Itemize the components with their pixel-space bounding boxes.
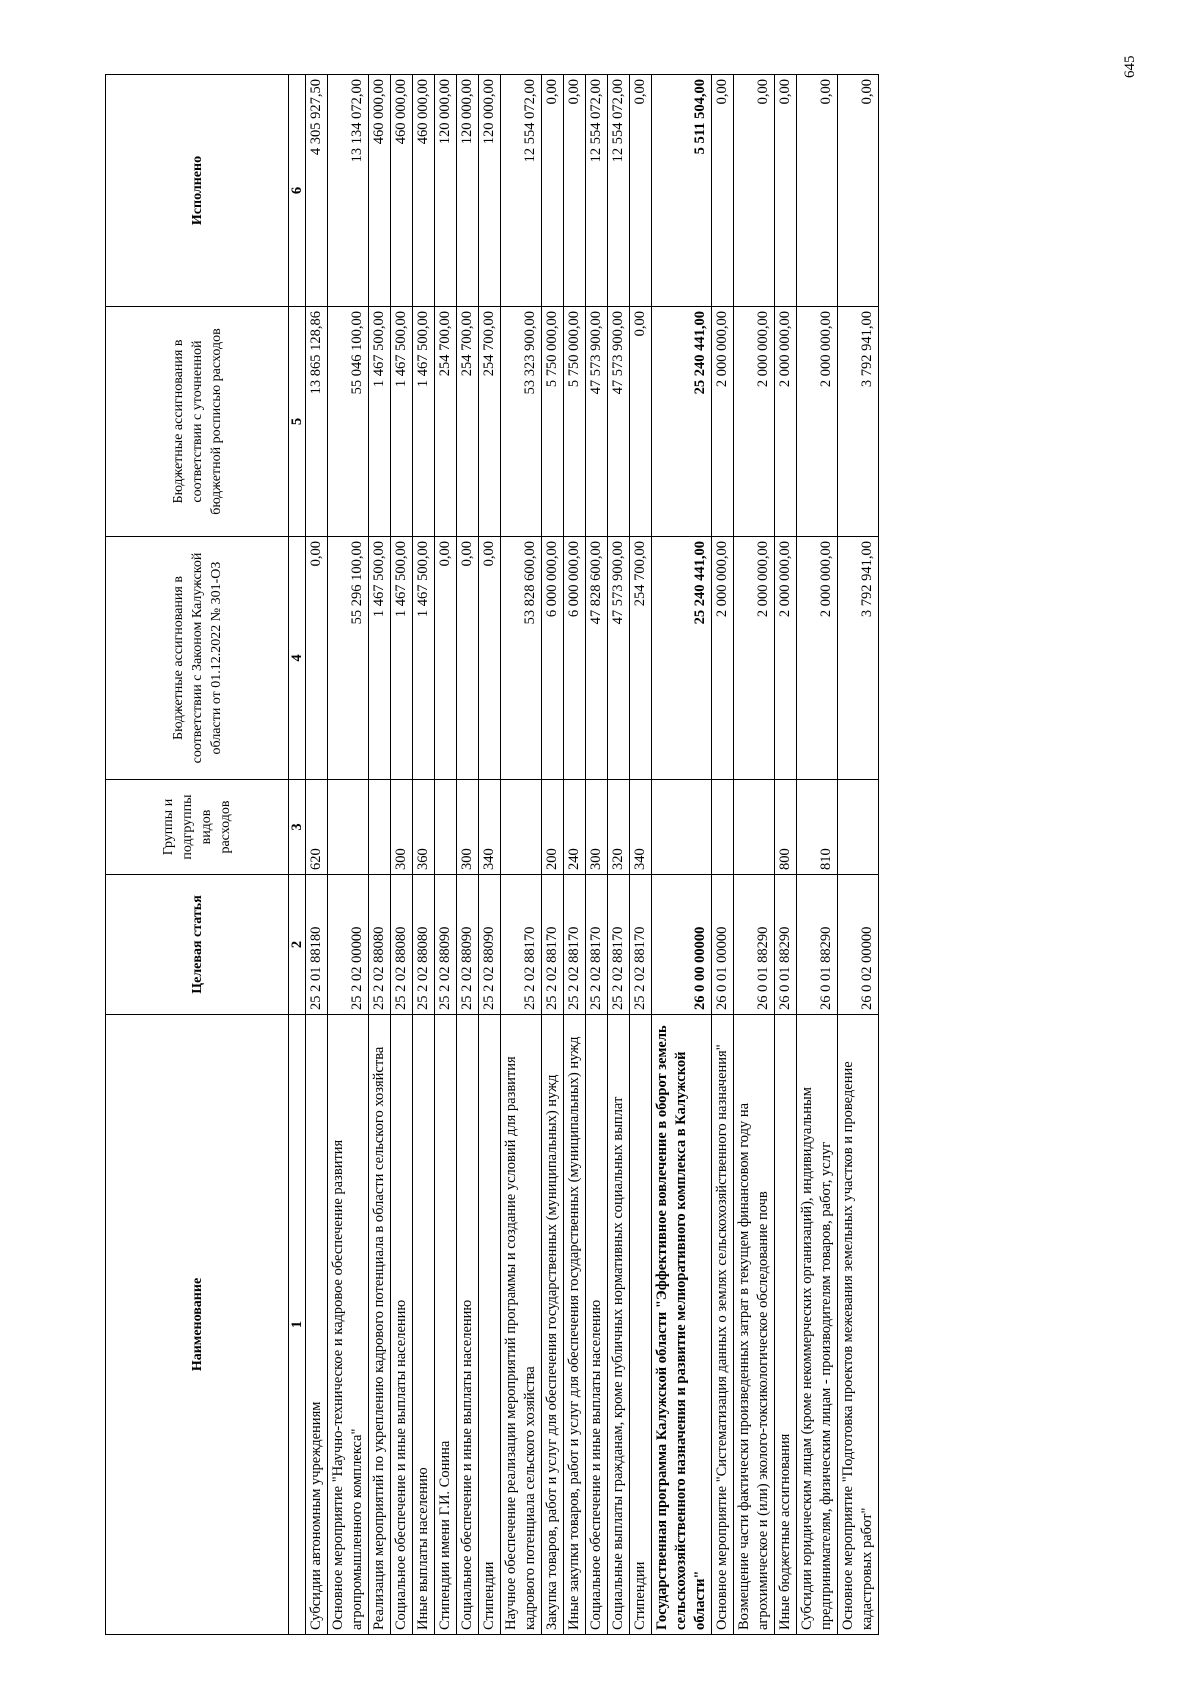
row-target-code-cell: 25 2 02 88080 [369, 875, 391, 1015]
row-group-code-cell [435, 780, 457, 875]
row-name-cell: Основное мероприятие "Научно-техническое и кадровое обеспечение развития агропромышленного комплекса" [328, 1015, 369, 1635]
row-group-code-cell [501, 780, 542, 875]
row-executed-amount-cell: 460 000,00 [413, 75, 435, 307]
row-refined-amount-cell: 47 573 900,00 [608, 307, 630, 537]
row-law-amount-cell: 0,00 [479, 537, 501, 780]
row-name-cell: Закупка товаров, работ и услуг для обеспечения государственных (муниципальных) нужд [542, 1015, 564, 1635]
row-name-cell: Иные закупки товаров, работ и услуг для обеспечения государственных (муниципальных) нужд [564, 1015, 586, 1635]
table-row [501, 75, 542, 1635]
row-executed-amount-cell: 460 000,00 [369, 75, 391, 307]
header-refined: Бюджетные ассигнования в соответствии с уточненной бюджетной росписью расходов [106, 307, 289, 537]
row-group-code-cell: 810 [797, 780, 838, 875]
column-number: 4 [289, 537, 306, 780]
rotated-page [105, 75, 1105, 1635]
row-name-cell: Основное мероприятие "Подготовка проектов межевания земельных участков и проведение кадастровых работ" [838, 1015, 879, 1635]
row-group-code-cell: 340 [630, 780, 652, 875]
row-law-amount-cell: 0,00 [435, 537, 457, 780]
row-name-cell: Социальное обеспечение и иные выплаты населению [586, 1015, 608, 1635]
table-row [775, 75, 797, 1635]
row-target-code-cell: 25 2 02 88080 [391, 875, 413, 1015]
row-refined-amount-cell: 2 000 000,00 [734, 307, 775, 537]
budget-table [105, 74, 879, 1635]
header-target: Целевая статья [106, 875, 289, 1015]
row-law-amount-cell: 1 467 500,00 [413, 537, 435, 780]
table-row [838, 75, 879, 1635]
row-name-cell: Возмещение части фактически произведенных затрат в текущем финансовом году на агрохимическое и (или) эколого-токсикологическое обследование почв [734, 1015, 775, 1635]
row-law-amount-cell: 47 573 900,00 [608, 537, 630, 780]
row-refined-amount-cell: 254 700,00 [435, 307, 457, 537]
row-refined-amount-cell: 254 700,00 [479, 307, 501, 537]
row-law-amount-cell: 6 000 000,00 [542, 537, 564, 780]
header-name: Наименование [106, 1015, 289, 1635]
row-refined-amount-cell: 5 750 000,00 [542, 307, 564, 537]
table-row [608, 75, 630, 1635]
row-target-code-cell: 25 2 02 88090 [457, 875, 479, 1015]
row-executed-amount-cell: 13 134 072,00 [328, 75, 369, 307]
row-name-cell: Иные бюджетные ассигнования [775, 1015, 797, 1635]
table-row [435, 75, 457, 1635]
row-group-code-cell [734, 780, 775, 875]
row-executed-amount-cell: 0,00 [734, 75, 775, 307]
row-refined-amount-cell: 1 467 500,00 [413, 307, 435, 537]
row-name-cell: Социальное обеспечение и иные выплаты населению [391, 1015, 413, 1635]
header-groups: Группы и подгруппы видов расходов [106, 780, 289, 875]
row-name-cell: Стипендии [630, 1015, 652, 1635]
row-refined-amount-cell: 47 573 900,00 [586, 307, 608, 537]
row-name-cell: Социальные выплаты гражданам, кроме публичных нормативных социальных выплат [608, 1015, 630, 1635]
column-number: 6 [289, 75, 306, 307]
row-refined-amount-cell: 2 000 000,00 [712, 307, 734, 537]
row-group-code-cell [838, 780, 879, 875]
row-refined-amount-cell: 0,00 [630, 307, 652, 537]
row-target-code-cell: 26 0 00 00000 [652, 875, 712, 1015]
row-law-amount-cell: 47 828 600,00 [586, 537, 608, 780]
row-name-cell: Иные выплаты населению [413, 1015, 435, 1635]
row-group-code-cell [369, 780, 391, 875]
row-target-code-cell: 26 0 01 00000 [712, 875, 734, 1015]
row-target-code-cell: 26 0 01 88290 [775, 875, 797, 1015]
row-group-code-cell: 620 [306, 780, 328, 875]
row-executed-amount-cell: 0,00 [775, 75, 797, 307]
row-executed-amount-cell: 0,00 [542, 75, 564, 307]
row-refined-amount-cell: 2 000 000,00 [797, 307, 838, 537]
row-group-code-cell: 240 [564, 780, 586, 875]
row-target-code-cell: 25 2 02 88170 [501, 875, 542, 1015]
row-name-cell: Субсидии юридическим лицам (кроме некоммерческих организаций), индивидуальным предпринимателям, физическим лицам - производителям товаров, работ, услуг [797, 1015, 838, 1635]
row-target-code-cell: 25 2 02 88170 [564, 875, 586, 1015]
row-executed-amount-cell: 5 511 504,00 [652, 75, 712, 307]
column-number: 2 [289, 875, 306, 1015]
table-row [479, 75, 501, 1635]
row-target-code-cell: 25 2 02 88080 [413, 875, 435, 1015]
row-refined-amount-cell: 1 467 500,00 [391, 307, 413, 537]
row-executed-amount-cell: 0,00 [712, 75, 734, 307]
row-group-code-cell [328, 780, 369, 875]
row-name-cell: Стипендии [479, 1015, 501, 1635]
table-row [630, 75, 652, 1635]
row-name-cell: Субсидии автономным учреждениям [306, 1015, 328, 1635]
row-target-code-cell: 25 2 02 88170 [542, 875, 564, 1015]
row-group-code-cell [712, 780, 734, 875]
row-target-code-cell: 26 0 01 88290 [797, 875, 838, 1015]
header-row [106, 75, 289, 1635]
row-target-code-cell: 26 0 01 88290 [734, 875, 775, 1015]
row-refined-amount-cell: 3 792 941,00 [838, 307, 879, 537]
row-group-code-cell: 320 [608, 780, 630, 875]
row-target-code-cell: 25 2 02 88170 [630, 875, 652, 1015]
row-group-code-cell: 300 [586, 780, 608, 875]
row-executed-amount-cell: 0,00 [564, 75, 586, 307]
row-group-code-cell: 200 [542, 780, 564, 875]
row-executed-amount-cell: 120 000,00 [435, 75, 457, 307]
row-refined-amount-cell: 1 467 500,00 [369, 307, 391, 537]
row-law-amount-cell: 53 828 600,00 [501, 537, 542, 780]
row-law-amount-cell: 1 467 500,00 [391, 537, 413, 780]
row-law-amount-cell: 2 000 000,00 [712, 537, 734, 780]
row-group-code-cell: 360 [413, 780, 435, 875]
table-row [328, 75, 369, 1635]
row-target-code-cell: 26 0 02 00000 [838, 875, 879, 1015]
table-row [712, 75, 734, 1635]
row-law-amount-cell: 1 467 500,00 [369, 537, 391, 780]
row-name-cell: Основное мероприятие "Систематизация данных о землях сельскохозяйственного назначения" [712, 1015, 734, 1635]
table-row [542, 75, 564, 1635]
row-target-code-cell: 25 2 02 00000 [328, 875, 369, 1015]
row-law-amount-cell: 25 240 441,00 [652, 537, 712, 780]
row-group-code-cell: 800 [775, 780, 797, 875]
row-executed-amount-cell: 12 554 072,00 [501, 75, 542, 307]
row-law-amount-cell: 55 296 100,00 [328, 537, 369, 780]
row-executed-amount-cell: 4 305 927,50 [306, 75, 328, 307]
row-executed-amount-cell: 120 000,00 [457, 75, 479, 307]
table-row [797, 75, 838, 1635]
row-refined-amount-cell: 53 323 900,00 [501, 307, 542, 537]
row-executed-amount-cell: 0,00 [797, 75, 838, 307]
table-row [413, 75, 435, 1635]
row-refined-amount-cell: 254 700,00 [457, 307, 479, 537]
row-group-code-cell: 340 [479, 780, 501, 875]
row-law-amount-cell: 2 000 000,00 [797, 537, 838, 780]
row-target-code-cell: 25 2 02 88170 [586, 875, 608, 1015]
table-row [391, 75, 413, 1635]
row-refined-amount-cell: 13 865 128,86 [306, 307, 328, 537]
row-target-code-cell: 25 2 01 88180 [306, 875, 328, 1015]
row-law-amount-cell: 0,00 [457, 537, 479, 780]
row-refined-amount-cell: 55 046 100,00 [328, 307, 369, 537]
row-name-cell: Социальное обеспечение и иные выплаты населению [457, 1015, 479, 1635]
page-number: 645 [1122, 55, 1138, 78]
table-row [369, 75, 391, 1635]
row-name-cell: Реализация мероприятий по укреплению кадрового потенциала в области сельского хозяйства [369, 1015, 391, 1635]
row-executed-amount-cell: 460 000,00 [391, 75, 413, 307]
column-number: 1 [289, 1015, 306, 1635]
row-executed-amount-cell: 120 000,00 [479, 75, 501, 307]
row-refined-amount-cell: 25 240 441,00 [652, 307, 712, 537]
row-refined-amount-cell: 5 750 000,00 [564, 307, 586, 537]
row-name-cell: Научное обеспечение реализации мероприятий программы и создание условий для развития кадрового потенциала сельского хозяйства [501, 1015, 542, 1635]
row-group-code-cell [652, 780, 712, 875]
row-law-amount-cell: 2 000 000,00 [734, 537, 775, 780]
row-name-cell: Государственная программа Калужской области "Эффективное вовлечение в оборот земель сельскохозяйственного назначения и развитие мелиоративного комплекса в Калужской области" [652, 1015, 712, 1635]
row-law-amount-cell: 254 700,00 [630, 537, 652, 780]
row-target-code-cell: 25 2 02 88170 [608, 875, 630, 1015]
table-row [564, 75, 586, 1635]
table-row [652, 75, 712, 1635]
row-group-code-cell: 300 [391, 780, 413, 875]
table-row [306, 75, 328, 1635]
row-executed-amount-cell: 12 554 072,00 [586, 75, 608, 307]
row-executed-amount-cell: 0,00 [630, 75, 652, 307]
column-number: 3 [289, 780, 306, 875]
table-row [734, 75, 775, 1635]
table-row [457, 75, 479, 1635]
row-law-amount-cell: 0,00 [306, 537, 328, 780]
row-executed-amount-cell: 0,00 [838, 75, 879, 307]
column-number: 5 [289, 307, 306, 537]
row-executed-amount-cell: 12 554 072,00 [608, 75, 630, 307]
row-refined-amount-cell: 2 000 000,00 [775, 307, 797, 537]
row-law-amount-cell: 6 000 000,00 [564, 537, 586, 780]
column-number-row [289, 75, 306, 1635]
row-law-amount-cell: 2 000 000,00 [775, 537, 797, 780]
row-law-amount-cell: 3 792 941,00 [838, 537, 879, 780]
row-group-code-cell: 300 [457, 780, 479, 875]
table-body [306, 75, 879, 1635]
header-law: Бюджетные ассигнования в соответствии с Законом Калужской области от 01.12.2022 № 301-ОЗ [106, 537, 289, 780]
header-executed: Исполнено [106, 75, 289, 307]
row-target-code-cell: 25 2 02 88090 [435, 875, 457, 1015]
row-target-code-cell: 25 2 02 88090 [479, 875, 501, 1015]
table-row [586, 75, 608, 1635]
row-name-cell: Стипендии имени Г.И. Сонина [435, 1015, 457, 1635]
